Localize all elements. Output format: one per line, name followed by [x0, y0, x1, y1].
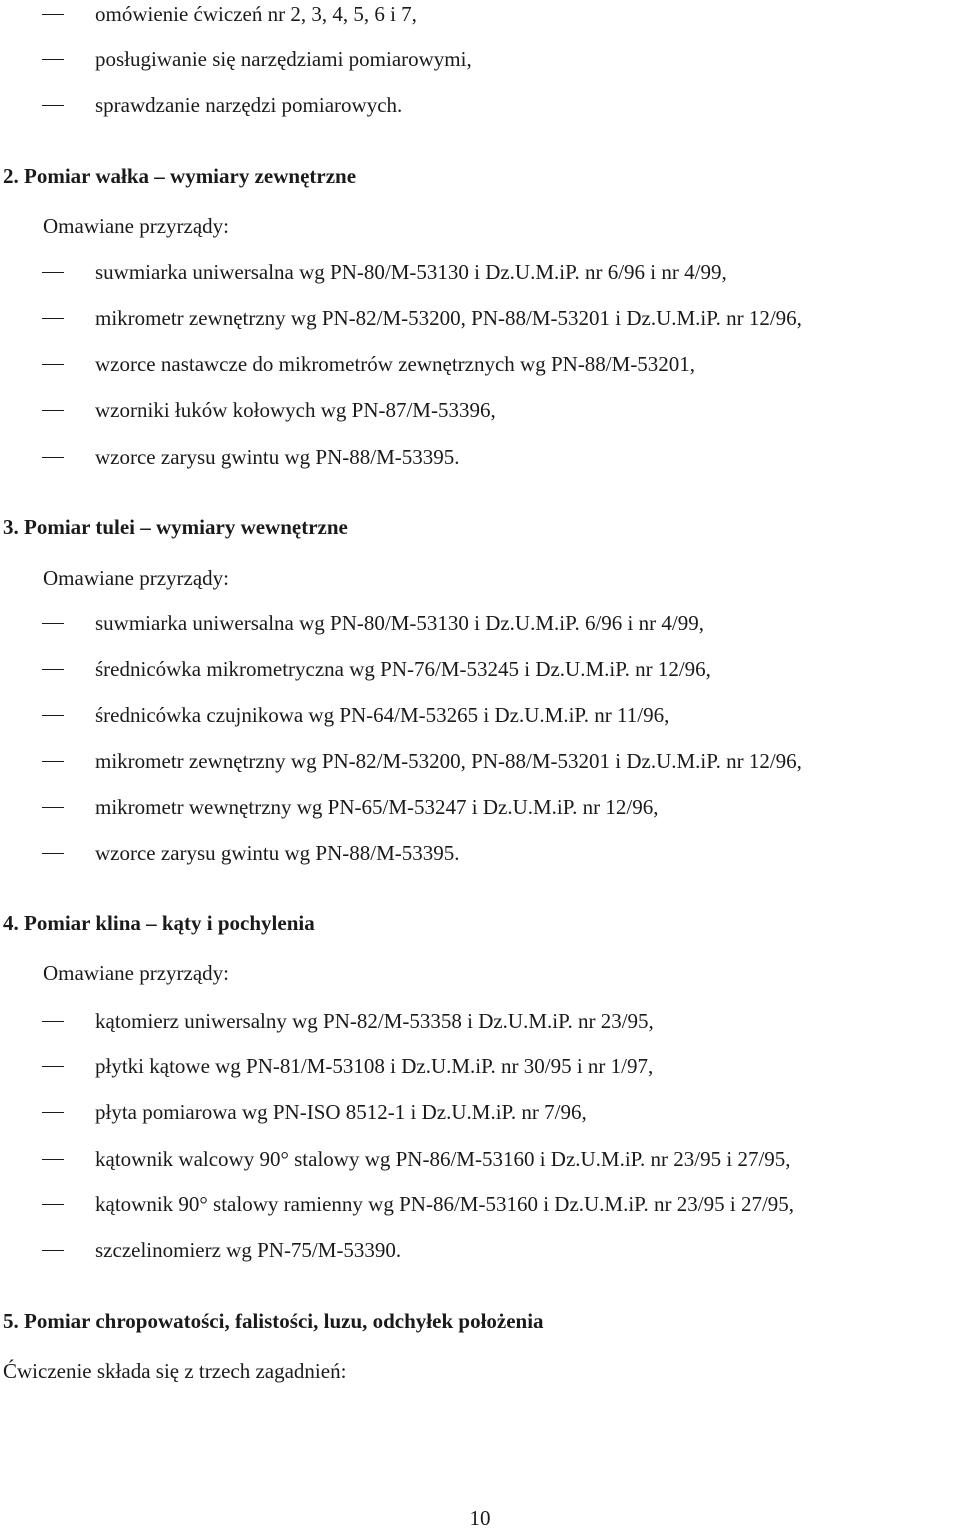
- list-item: średnicówka mikrometryczna wg PN-76/M-53245 i Dz.U.M.iP. nr 12/96,: [0, 655, 711, 683]
- section-heading: 4. Pomiar klina – kąty i pochylenia: [3, 911, 315, 935]
- list-item: kątownik walcowy 90° stalowy wg PN-86/M-53160 i Dz.U.M.iP. nr 23/95 i 27/95,: [0, 1145, 791, 1173]
- list-item: wzorce zarysu gwintu wg PN-88/M-53395.: [0, 443, 460, 471]
- list-item: szczelinomierz wg PN-75/M-53390.: [0, 1236, 401, 1264]
- section-heading: 2. Pomiar wałka – wymiary zewnętrzne: [3, 164, 357, 188]
- section-heading: 5. Pomiar chropowatości, falistości, luzu, odchyłek położenia: [3, 1309, 544, 1333]
- section-subheading: Omawiane przyrządy:: [43, 961, 229, 985]
- list-item: omówienie ćwiczeń nr 2, 3, 4, 5, 6 i 7,: [0, 0, 417, 28]
- list-item: mikrometr zewnętrzny wg PN-82/M-53200, PN-88/M-53201 i Dz.U.M.iP. nr 12/96,: [0, 747, 802, 775]
- list-item: wzorniki łuków kołowych wg PN-87/M-53396,: [0, 396, 496, 424]
- section-heading: 3. Pomiar tulei – wymiary wewnętrzne: [3, 515, 348, 539]
- list-item: mikrometr zewnętrzny wg PN-82/M-53200, PN-88/M-53201 i Dz.U.M.iP. nr 12/96,: [0, 304, 802, 332]
- section-subheading: Omawiane przyrządy:: [43, 566, 229, 590]
- list-item: suwmiarka uniwersalna wg PN-80/M-53130 i Dz.U.M.iP. 6/96 i nr 4/99,: [0, 609, 704, 637]
- list-item: wzorce zarysu gwintu wg PN-88/M-53395.: [0, 839, 460, 867]
- list-item: mikrometr wewnętrzny wg PN-65/M-53247 i Dz.U.M.iP. nr 12/96,: [0, 793, 658, 821]
- page-number: 10: [469, 1506, 491, 1530]
- list-item: płytki kątowe wg PN-81/M-53108 i Dz.U.M.iP. nr 30/95 i nr 1/97,: [0, 1052, 653, 1080]
- list-item: płyta pomiarowa wg PN-ISO 8512-1 i Dz.U.M.iP. nr 7/96,: [0, 1098, 587, 1126]
- list-item: wzorce nastawcze do mikrometrów zewnętrznych wg PN-88/M-53201,: [0, 350, 695, 378]
- section-subheading: Omawiane przyrządy:: [43, 214, 229, 238]
- list-item: sprawdzanie narzędzi pomiarowych.: [0, 91, 402, 119]
- list-item: średnicówka czujnikowa wg PN-64/M-53265 i Dz.U.M.iP. nr 11/96,: [0, 701, 669, 729]
- paragraph: Ćwiczenie składa się z trzech zagadnień:: [3, 1359, 347, 1383]
- list-item: suwmiarka uniwersalna wg PN-80/M-53130 i Dz.U.M.iP. nr 6/96 i nr 4/99,: [0, 258, 727, 286]
- list-item: kątownik 90° stalowy ramienny wg PN-86/M-53160 i Dz.U.M.iP. nr 23/95 i 27/95,: [0, 1190, 794, 1218]
- list-item: kątomierz uniwersalny wg PN-82/M-53358 i Dz.U.M.iP. nr 23/95,: [0, 1007, 654, 1035]
- list-item: posługiwanie się narzędziami pomiarowymi,: [0, 45, 472, 73]
